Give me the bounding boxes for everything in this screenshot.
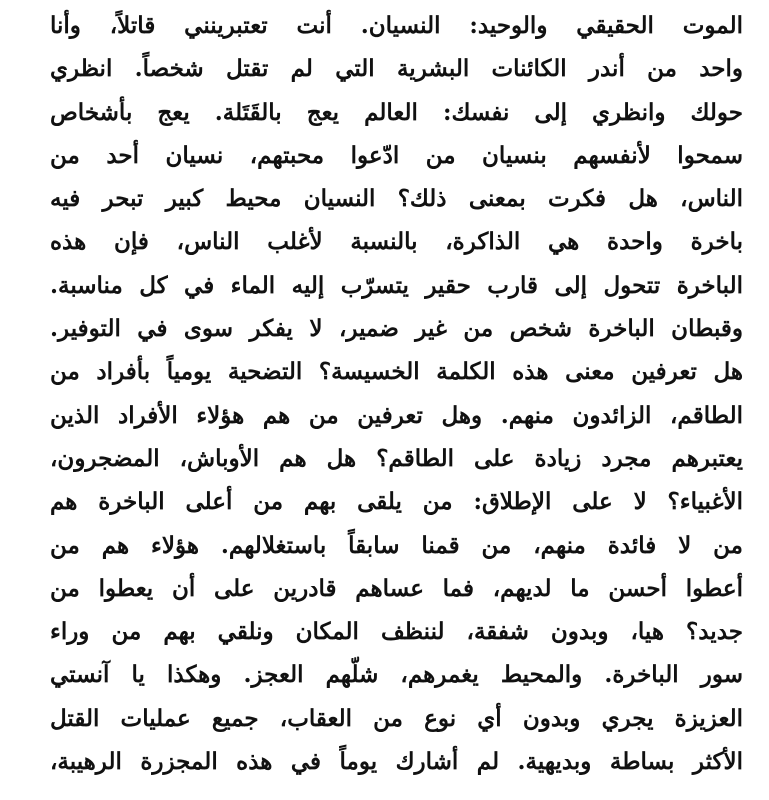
text-line: سور الباخرة. والمحيط يغمرهم، شلّهم العجز. وهكذا يا آنستي: [50, 661, 743, 689]
text-line: يعتبرهم مجرد زيادة على الطاقم؟ هل هم الأوباش، المضجرون،: [50, 444, 743, 472]
text-line: الناس، هل فكرت بمعنى ذلك؟ النسيان محيط كبير تبحر فيه: [50, 185, 743, 213]
text-line: واحد من أندر الكائنات البشرية التي لم تقتل شخصاً. انظري: [50, 55, 743, 83]
text-line: الباخرة تتحول إلى قارب حقير يتسرّب إليه الماء في كل مناسبة.: [50, 271, 743, 299]
text-line: الأغبياء؟ لا على الإطلاق: من يلقى بهم من أعلى الباخرة هم: [50, 488, 743, 516]
text-line: العزيزة يجري وبدون أي نوع من العقاب، جميع عمليات القتل: [50, 704, 743, 732]
text-line: باخرة واحدة هي الذاكرة، بالنسبة لأغلب الناس، فإن هذه: [50, 228, 743, 256]
text-line: الموت الحقيقي والوحيد: النسيان. أنت تعتبرينني قاتلاً، وأنا: [50, 12, 743, 39]
book-page-text: [50, 4, 743, 783]
text-line: حولك وانظري إلى نفسك: العالم يعج بالقَتَلة. يعج بأشخاص: [50, 98, 743, 126]
text-line: سمحوا لأنفسهم بنسيان من ادّعوا محبتهم، نسيان أحد من: [50, 141, 743, 169]
text-line: جديد؟ هيا، وبدون شفقة، لننظف المكان ونلقي بهم من وراء: [50, 618, 743, 646]
text-line: من لا فائدة منهم، من قمنا سابقاً باستغلالهم. هؤلاء هم من: [50, 531, 743, 559]
text-line: الطاقم، الزائدون منهم. وهل تعرفين من هم هؤلاء الأفراد الذين: [50, 401, 743, 429]
text-line: وقبطان الباخرة شخص من غير ضمير، لا يفكر سوى في التوفير.: [50, 315, 743, 343]
text-line: أعطوا أحسن ما لديهم، فما عساهم قادرين على أن يعطوا من: [50, 574, 743, 602]
text-line: الأكثر بساطة وبديهية. لم أشارك يوماً في هذه المجزرة الرهيبة،: [50, 748, 743, 776]
text-line: هل تعرفين معنى هذه الكلمة الخسيسة؟ التضحية يومياً بأفراد من: [50, 358, 743, 386]
